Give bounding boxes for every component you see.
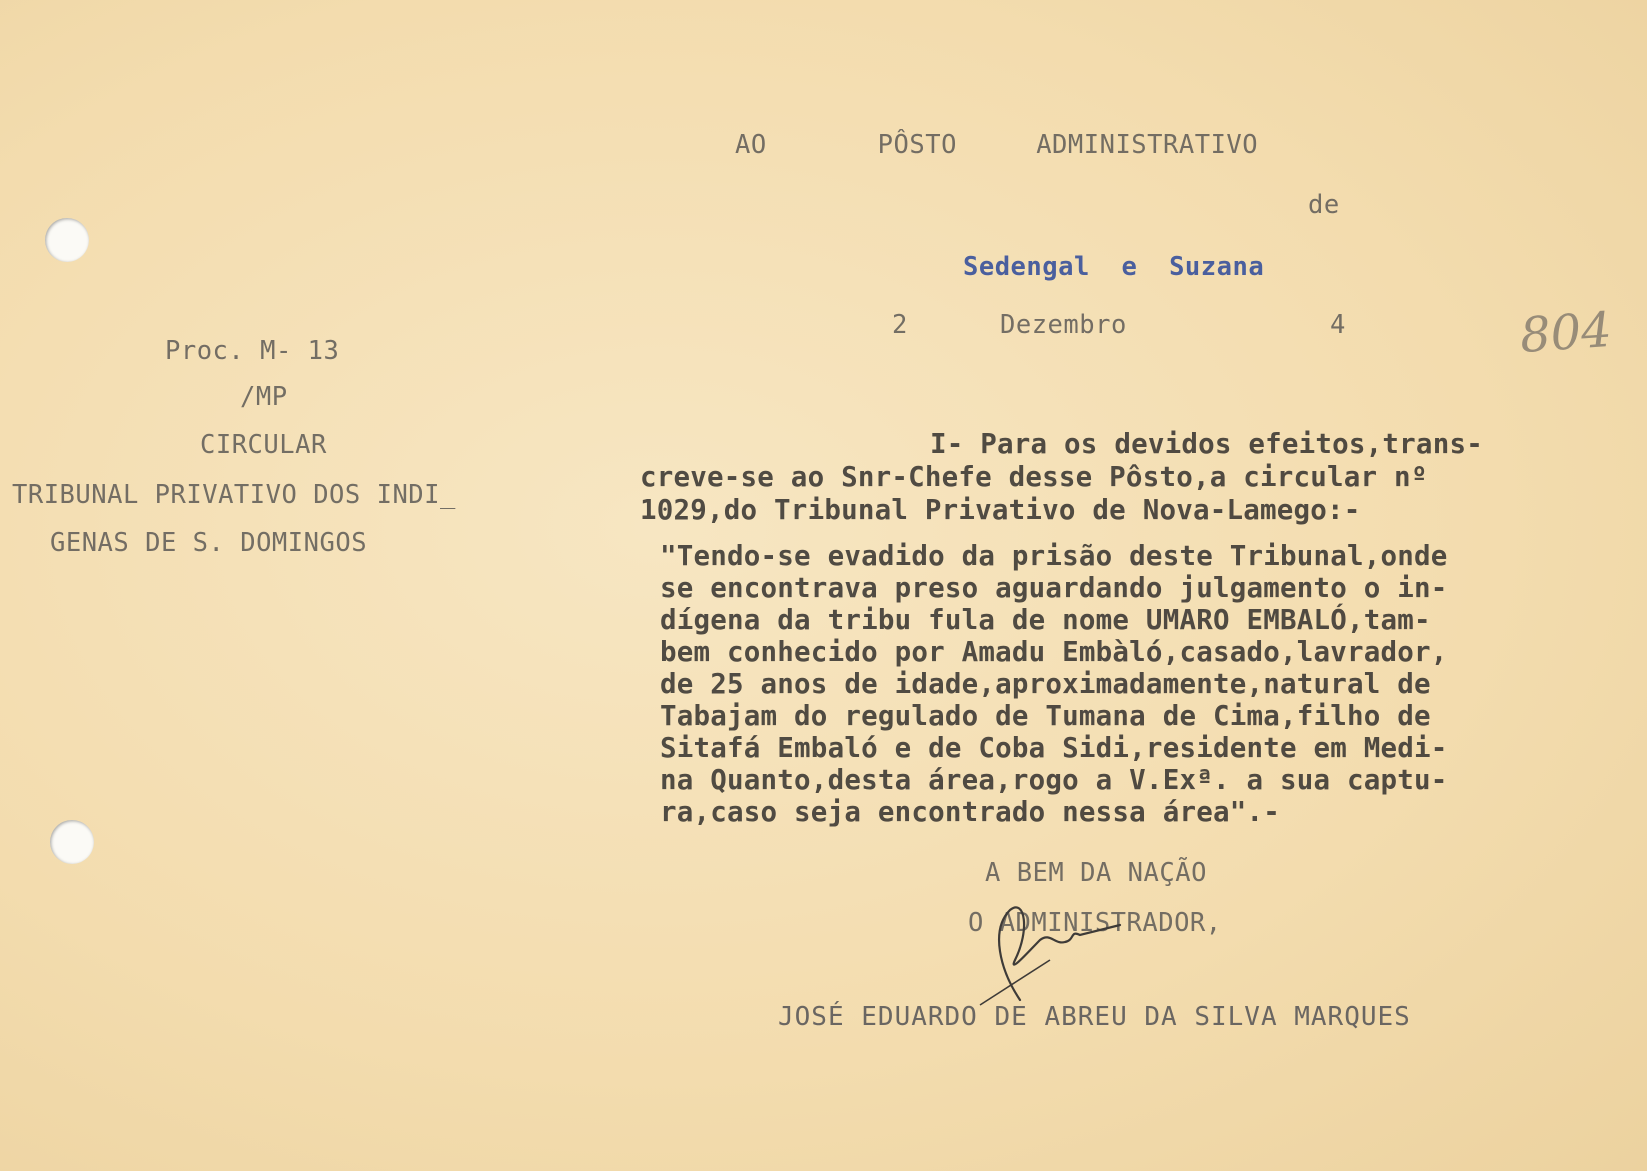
body-line-9: Tabajam do regulado de Tumana de Cima,filho de (660, 700, 1431, 732)
body-line-5: se encontrava preso aguardando julgamento o in- (660, 572, 1448, 604)
date-month: Dezembro (1000, 310, 1127, 340)
punch-hole-top (45, 218, 89, 262)
body-line-7: bem conhecido por Amadu Embàló,casado,lavrador, (660, 636, 1448, 668)
closing-salutation: A BEM DA NAÇÃO (985, 858, 1207, 888)
body-line-12: ra,caso seja encontrado nessa área".- (660, 796, 1280, 828)
process-number: Proc. M- 13 (165, 336, 340, 366)
punch-hole-bottom (50, 820, 94, 864)
date-day: 2 (892, 310, 908, 340)
body-line-4: "Tendo-se evadido da prisão deste Tribunal,onde (660, 540, 1448, 572)
signatory-role: O ADMINISTRADOR, (968, 908, 1222, 938)
body-line-11: na Quanto,desta área,rogo a V.Exª. a sua captu- (660, 764, 1448, 796)
body-line-1: I- Para os devidos efeitos,trans- (930, 428, 1483, 460)
body-line-6: dígena da tribu fula de nome UMARO EMBALÓ,tam- (660, 604, 1431, 636)
addressee-place: Sedengal e Suzana (963, 252, 1265, 282)
body-line-10: Sitafá Embaló e de Coba Sidi,residente em Medi- (660, 732, 1448, 764)
tribunal-line-2: GENAS DE S. DOMINGOS (50, 528, 368, 558)
handwritten-number: 804 (1518, 301, 1614, 365)
signatory-name: JOSÉ EDUARDO DE ABREU DA SILVA MARQUES (778, 1002, 1411, 1032)
handwritten-signature (970, 890, 1130, 1010)
addressee-line: AO PÔSTO ADMINISTRATIVO (735, 130, 1259, 160)
date-year: 4 (1330, 310, 1346, 340)
circular-label: CIRCULAR (200, 430, 327, 460)
body-line-3: 1029,do Tribunal Privativo de Nova-Lamego:- (640, 494, 1361, 526)
tribunal-line-1: TRIBUNAL PRIVATIVO DOS INDI_ (12, 480, 456, 510)
body-line-8: de 25 anos de idade,aproximadamente,natural de (660, 668, 1431, 700)
addressee-de: de (1308, 190, 1340, 220)
process-suffix: /MP (240, 382, 288, 412)
body-line-2: creve-se ao Snr-Chefe desse Pôsto,a circular nº (640, 461, 1428, 493)
